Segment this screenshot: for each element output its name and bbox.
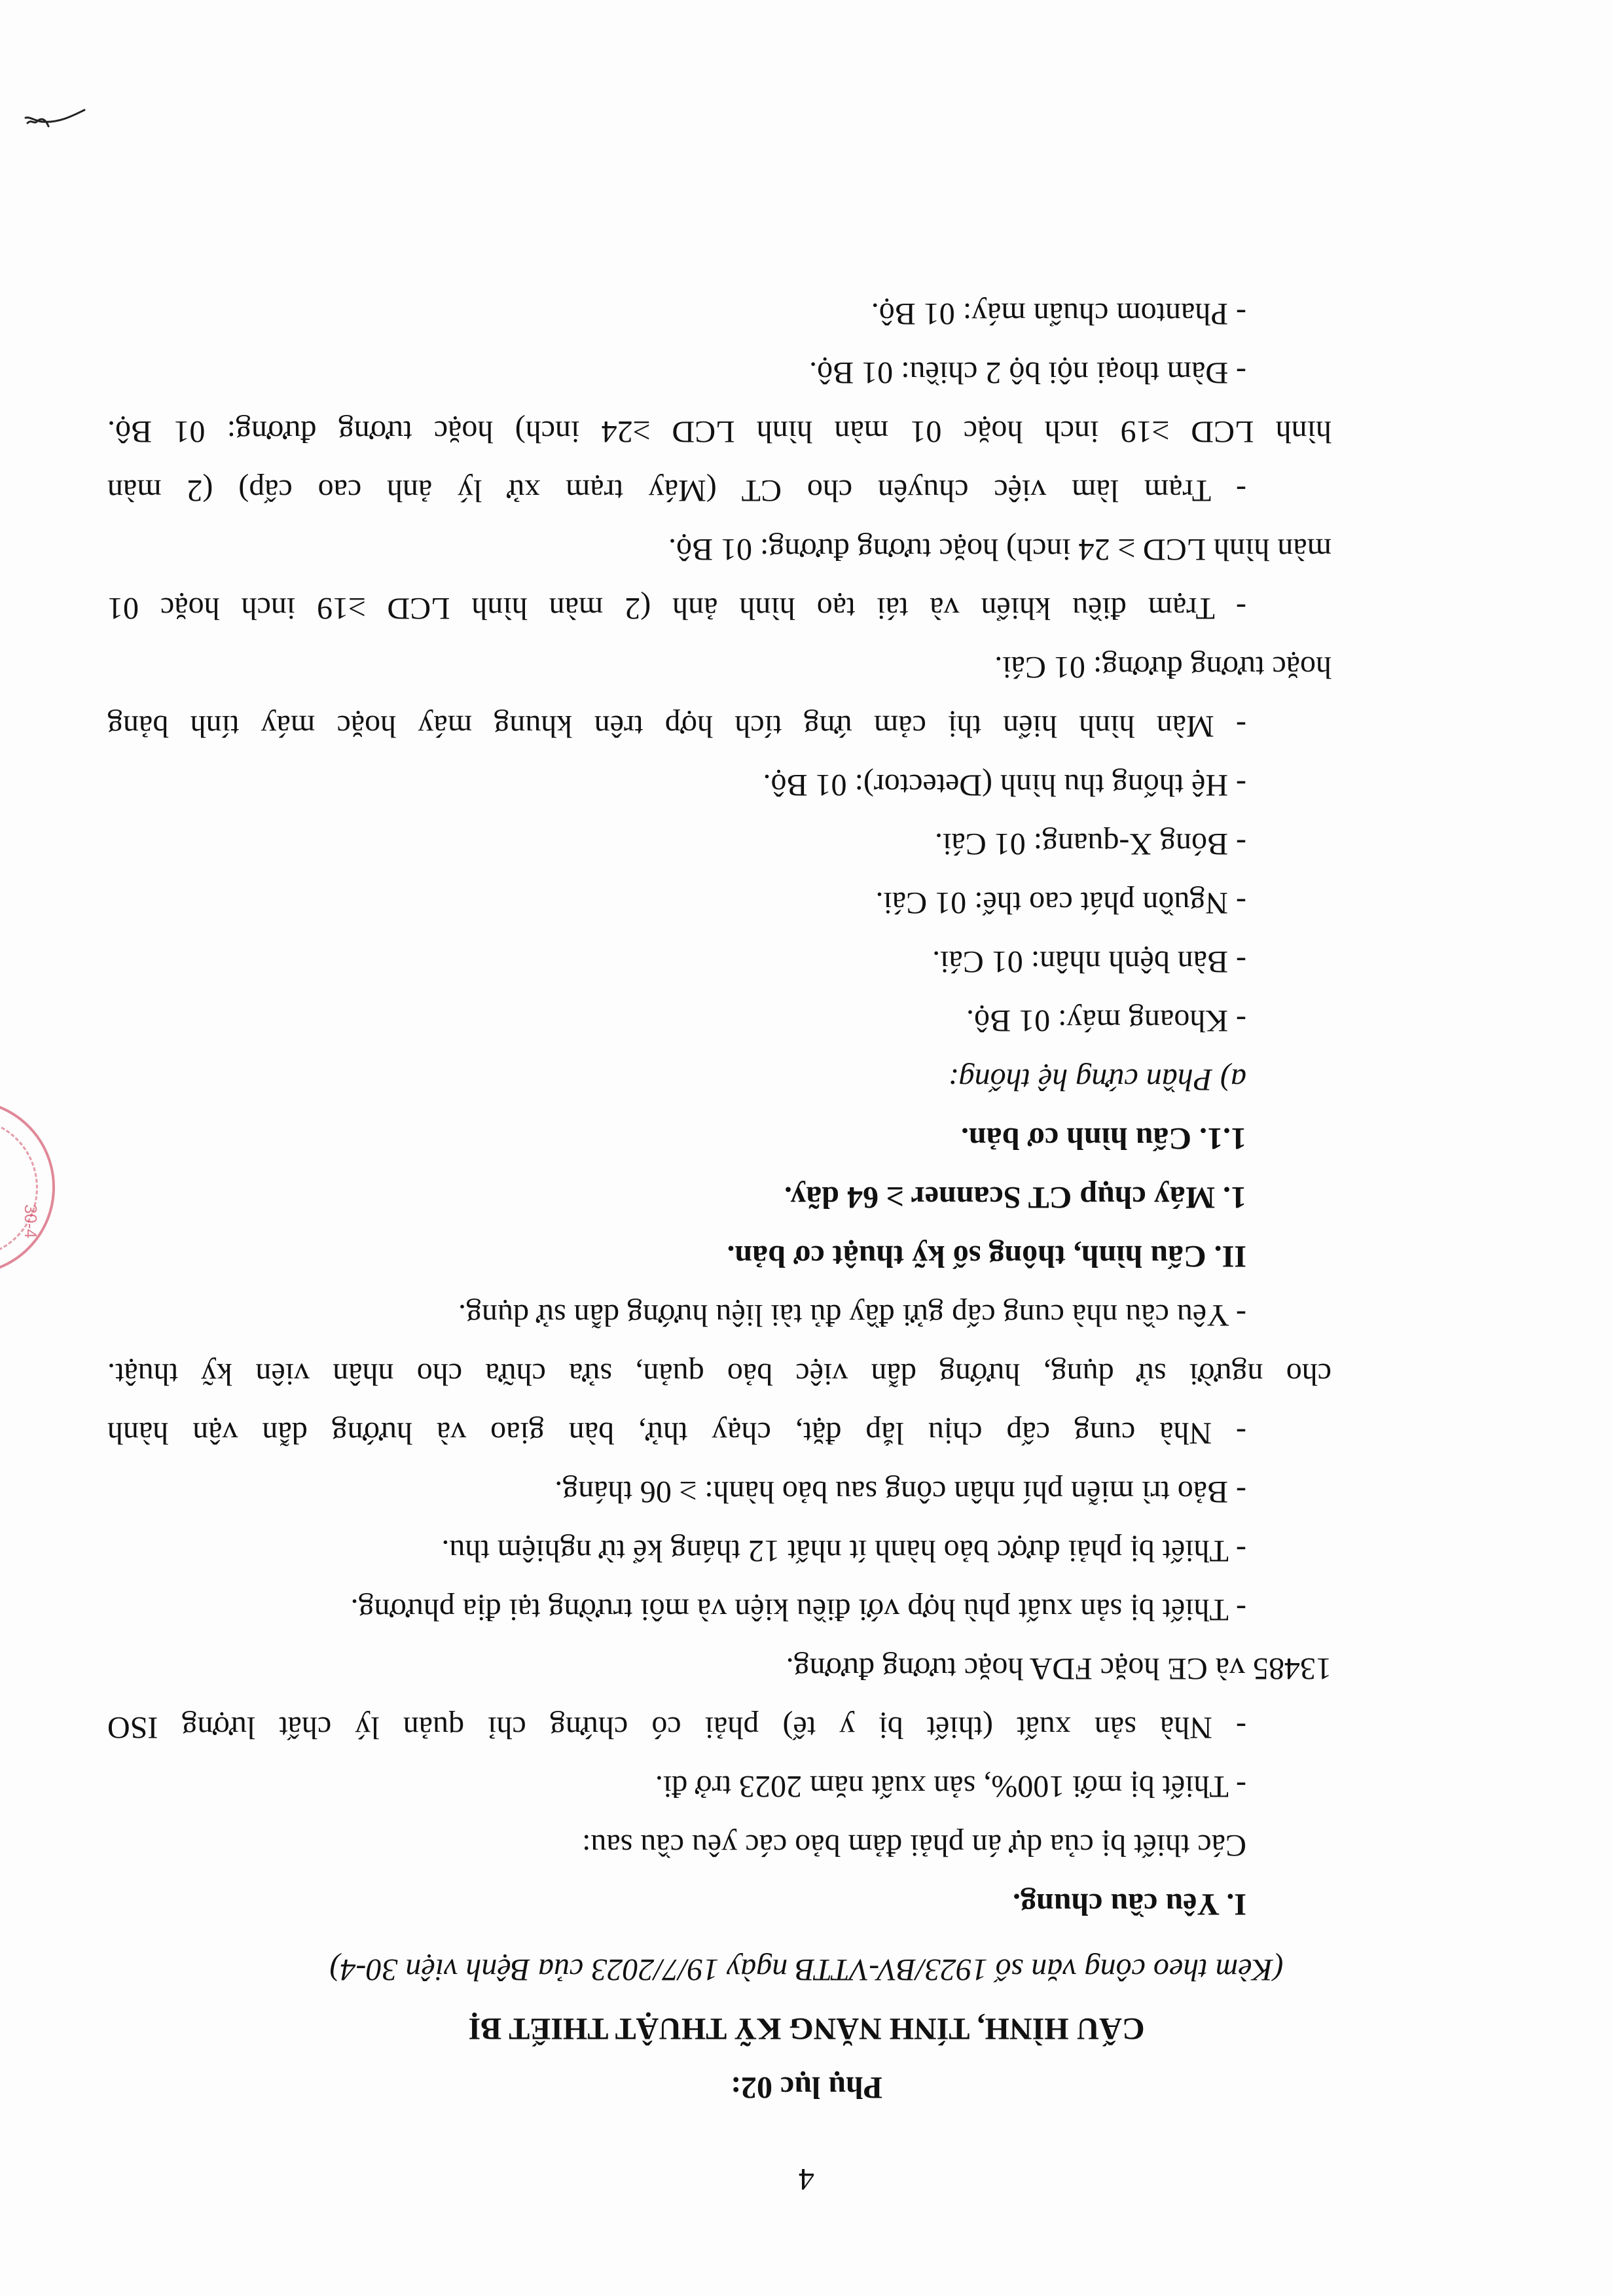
hardware-heading: a) Phần cứng hệ thống: xyxy=(948,1062,1246,1097)
hardware-item: - Bóng X-quang: 01 Cái. xyxy=(935,827,1246,861)
section-1-heading: I. Yêu cầu chung. xyxy=(1013,1887,1246,1922)
hardware-item-continued: hình LCD ≥19 inch hoặc 01 màn hình LCD ≥24 inch) hoặc tương đương: 01 Bộ. xyxy=(107,414,1332,449)
hardware-item: - Trạm điều khiển và tái tạo hình ảnh (2 màn hình LCD ≥19 inch hoặc 01 xyxy=(107,591,1246,626)
hardware-item: - Khoang máy: 01 Bộ. xyxy=(966,1003,1246,1038)
device-heading: 1. Máy chụp CT Scanner ≥ 64 dãy. xyxy=(784,1180,1246,1215)
section-2-heading: II. Cấu hình, thông số kỹ thuật cơ bản. xyxy=(727,1239,1246,1274)
hardware-item-continued: màn hình LCD ≥ 24 inch) hoặc tương đương: 01 Bộ. xyxy=(668,532,1332,567)
page-number: 4 xyxy=(799,2162,814,2197)
hardware-item: - Hệ thống thu hình (Detector): 01 Bộ. xyxy=(763,768,1246,802)
section-1-item: - Thiết bị mới 100%, sản xuất năm 2023 trở đi. xyxy=(655,1769,1246,1804)
hardware-item: - Phantom chuẩn máy: 01 Bộ. xyxy=(871,296,1246,331)
section-1-item-continued: 13485 và CE hoặc FDA hoặc tương đương. xyxy=(786,1651,1332,1686)
section-1-item: - Bảo trì miễn phí nhân công sau bảo hành: ≥ 06 tháng. xyxy=(554,1475,1246,1509)
section-1-item: - Thiết bị phải được bảo hành ít nhất 12 tháng kể từ nghiệm thu. xyxy=(441,1534,1246,1568)
section-1-item: - Thiết bị sản xuất phù hợp với điều kiện và môi trường tại địa phương. xyxy=(350,1592,1246,1627)
section-1-item: - Yêu cầu nhà cung cấp gửi đầy đủ tài liệu hướng dẫn sử dụng. xyxy=(458,1298,1246,1333)
section-1-item: - Nhà cung cấp chịu lắp đặt, chạy thử, bàn giao và hướng dẫn vận hành xyxy=(107,1416,1246,1450)
hardware-item: - Nguồn phát cao thế: 01 Cái. xyxy=(875,886,1246,920)
hardware-item: - Trạm làm việc chuyên cho CT (Máy trạm xử lý ảnh cao cấp) (2 màn xyxy=(107,473,1246,508)
handwritten-initials xyxy=(16,97,88,136)
stamp-text: 30-4 xyxy=(21,1204,41,1239)
document-title: CẤU HÌNH, TÍNH NĂNG KỸ THUẬT THIẾT BỊ xyxy=(468,2011,1145,2046)
hardware-item: - Màn hình hiển thị cảm ứng tích hợp trên khung máy hoặc máy tính bảng xyxy=(107,709,1246,744)
hardware-item-continued: hoặc tương đương: 01 Cái. xyxy=(994,650,1332,685)
section-1-item-continued: cho người sử dụng, hướng dẫn việc bảo quản, sửa chữa cho nhân viên kỹ thuật. xyxy=(107,1357,1332,1391)
config-heading: 1.1. Cấu hình cơ bản. xyxy=(960,1121,1246,1156)
hardware-item: - Bàn bệnh nhân: 01 Cái. xyxy=(932,944,1246,979)
hardware-item: - Đàm thoại nội bộ 2 chiều: 01 Bộ. xyxy=(809,355,1246,390)
document-subtitle: (Kèm theo công văn số 1923/BV-VTTB ngày 19/7/2023 của Bệnh viện 30-4) xyxy=(329,1952,1284,1987)
section-1-intro: Các thiết bị của dự án phải đảm bảo các yêu cầu sau: xyxy=(582,1828,1246,1863)
appendix-label: Phụ lục 02: xyxy=(730,2070,883,2105)
section-1-item: - Nhà sản xuất (thiết bị y tế) phải có chứng chỉ quản lý chất lượng ISO xyxy=(107,1710,1246,1745)
official-stamp xyxy=(0,1100,55,1275)
